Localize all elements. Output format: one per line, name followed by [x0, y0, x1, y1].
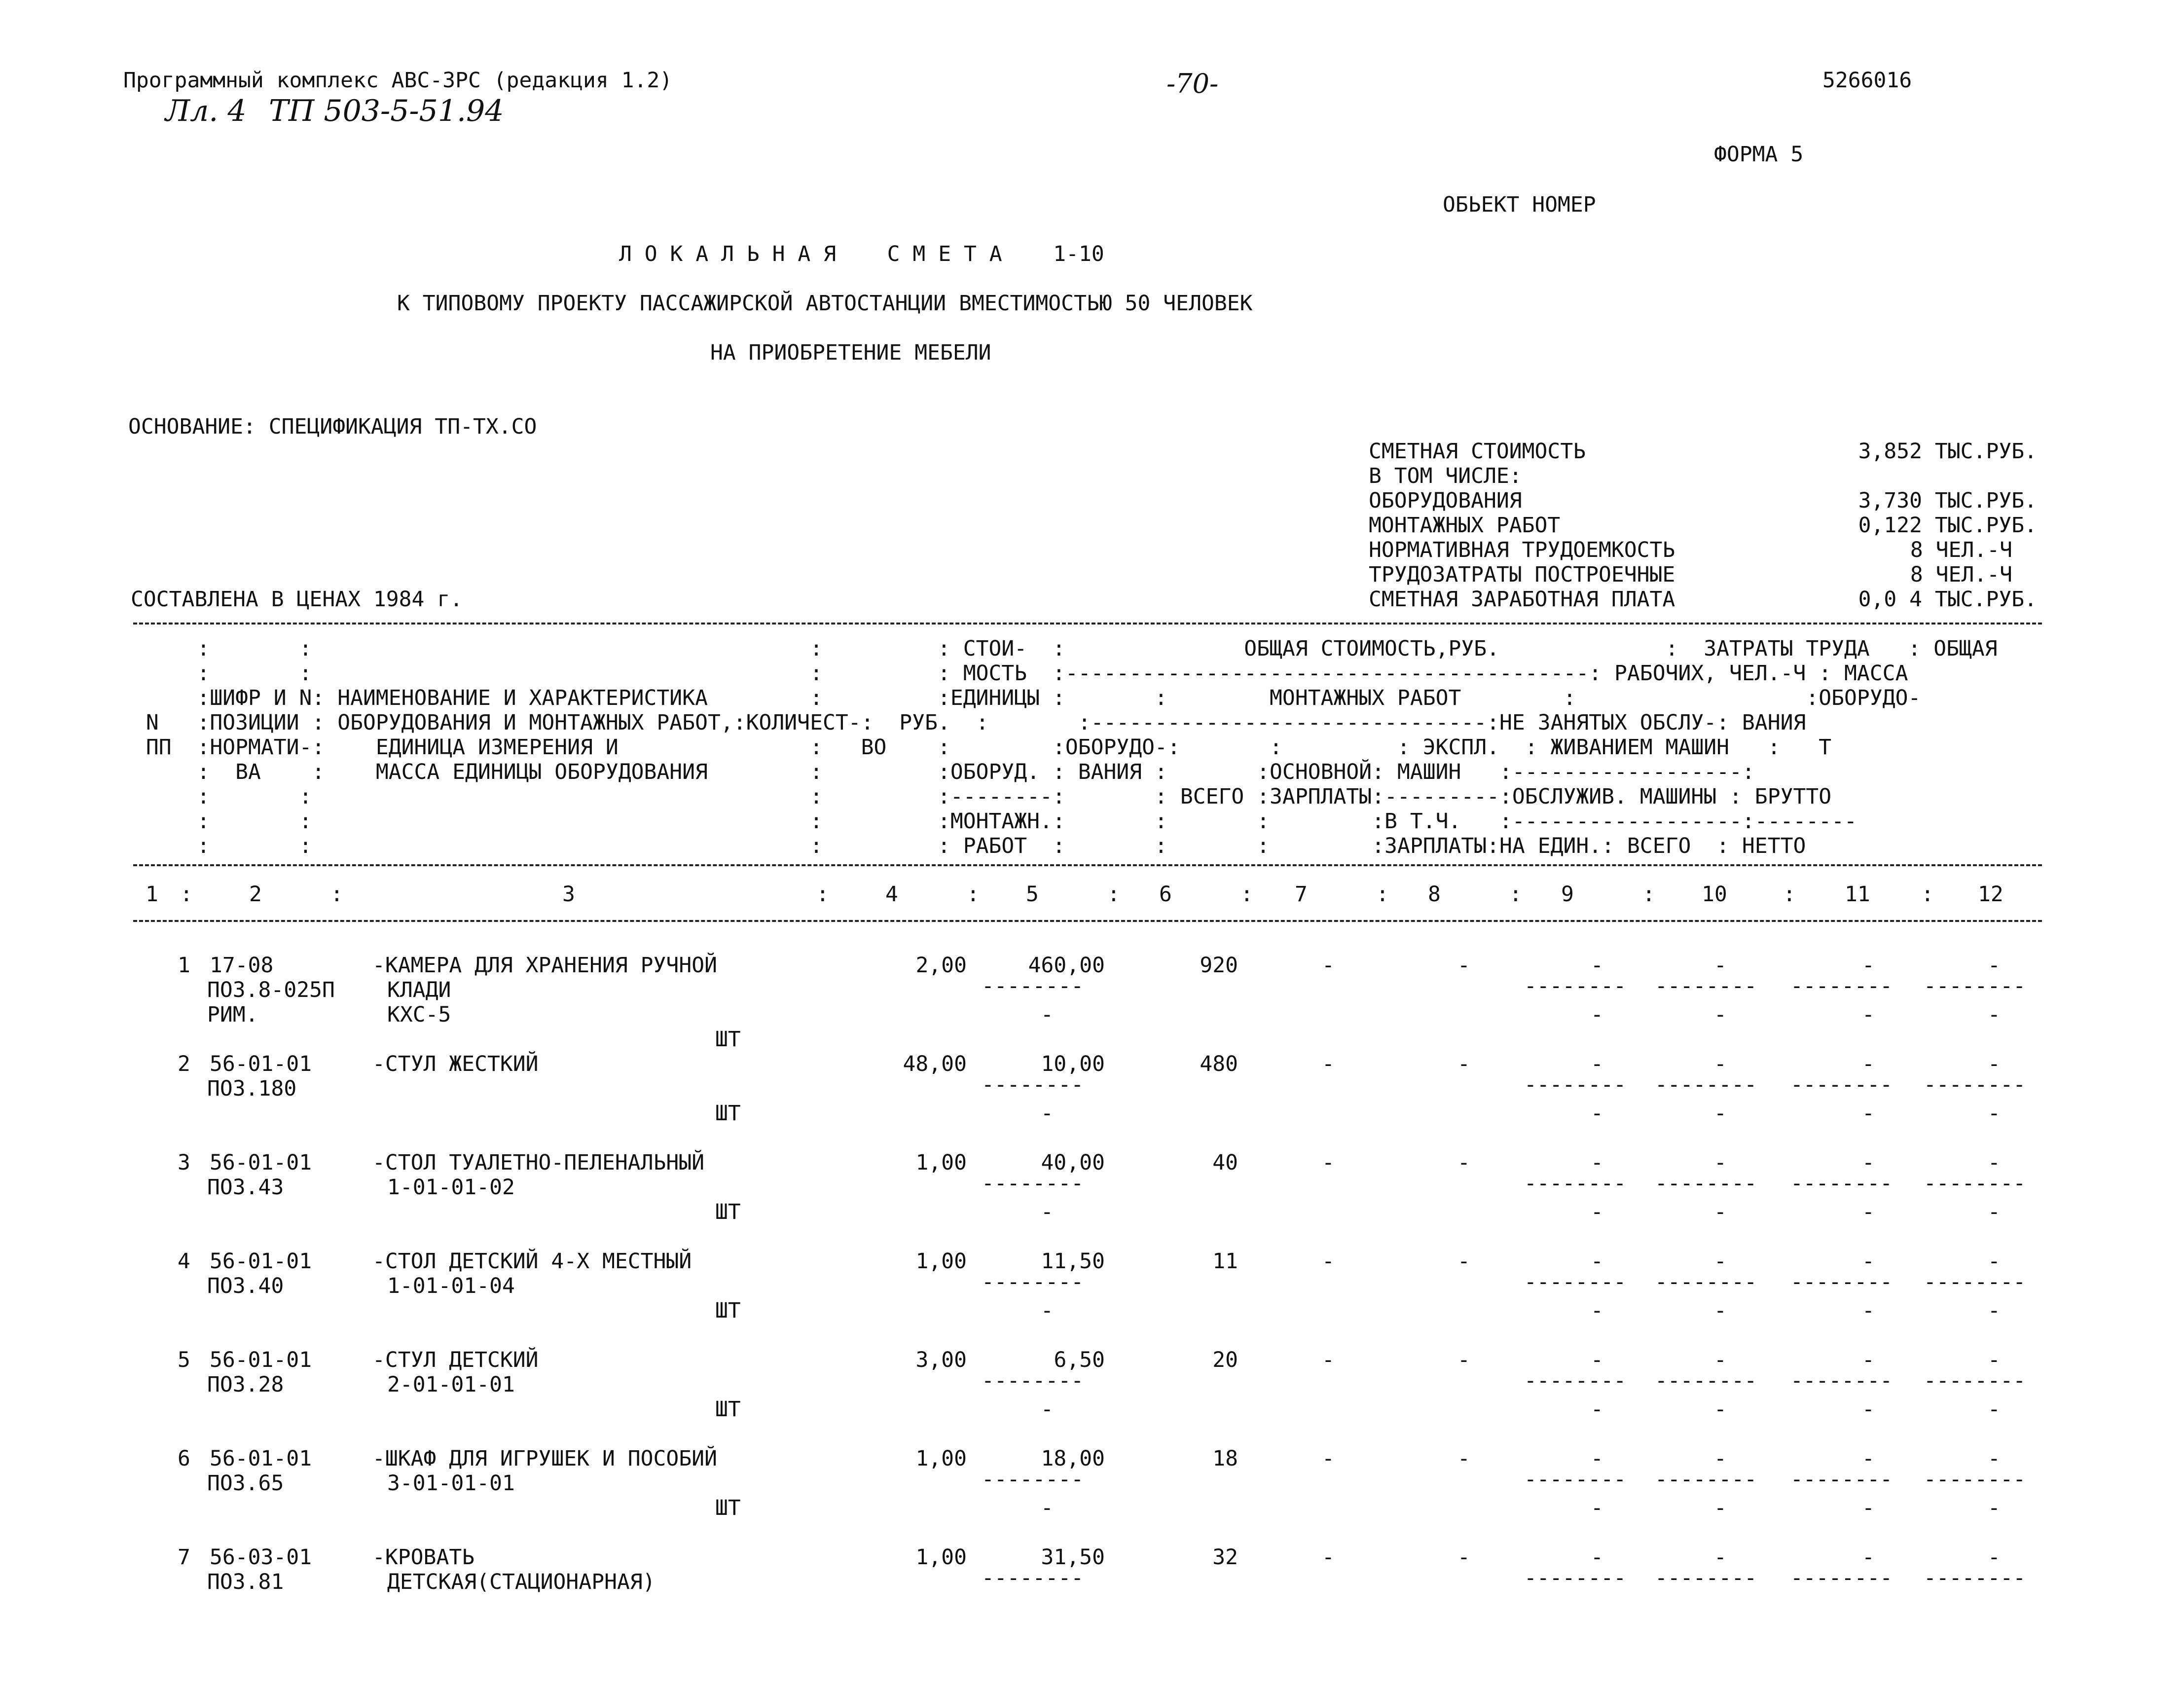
summary-label: НОРМАТИВНАЯ ТРУДОЕМКОСТЬ	[1369, 538, 1675, 562]
mass-gross: -	[1988, 1150, 2001, 1175]
machine-wages: -	[1591, 1496, 1603, 1520]
mass-net: -	[1988, 1002, 2001, 1027]
labor-total: -	[1862, 1397, 1875, 1422]
column-separator: :	[1376, 882, 1389, 907]
row-number: 5	[178, 1348, 190, 1372]
item-name: 1-01-01-02	[387, 1175, 515, 1200]
table-header-line: : : : :--------: : ВСЕГО :ЗАРПЛАТЫ:---------:ОБСЛУЖИВ. МАШИНЫ : БРУТТО	[197, 784, 1832, 809]
mass-gross: -	[1988, 1446, 2001, 1471]
divider: --------	[1655, 1566, 1757, 1590]
column-separator: :	[816, 882, 829, 907]
item-name: КЛАДИ	[387, 978, 451, 1002]
table-row	[0, 953, 2184, 1052]
summary-value: 3,730 ТЫС.РУБ.	[1858, 488, 2037, 513]
labor-total: -	[1862, 1200, 1875, 1224]
labor-total: -	[1862, 1298, 1875, 1323]
unit-price-installation: -	[1041, 1200, 1054, 1224]
column-separator: :	[1642, 882, 1655, 907]
labor-machine-service: -	[1862, 953, 1875, 978]
unit-price-installation: -	[1041, 1496, 1054, 1520]
divider: --------	[1655, 1270, 1757, 1294]
installation-total: -	[1322, 1348, 1335, 1372]
base-wages: -	[1457, 1150, 1470, 1175]
mass-net: -	[1988, 1298, 2001, 1323]
item-name: 2-01-01-01	[387, 1372, 515, 1397]
summary-label: ОБОРУДОВАНИЯ	[1369, 488, 1522, 513]
column-separator: :	[1509, 882, 1522, 907]
labor-machine-service: -	[1862, 1052, 1875, 1076]
table-row	[0, 1348, 2184, 1446]
row-number: 7	[178, 1545, 190, 1570]
divider: --------	[1655, 1171, 1757, 1196]
equipment-cost: 920	[1200, 953, 1238, 978]
divider: --------	[1790, 1566, 1893, 1590]
labor-machine-service: -	[1862, 1545, 1875, 1570]
summary-value: 8 ЧЕЛ.-Ч	[1910, 562, 2012, 587]
labor-total: -	[1862, 1002, 1875, 1027]
divider	[133, 623, 2042, 624]
item-name: ДЕТСКАЯ(СТАЦИОНАРНАЯ)	[387, 1570, 655, 1594]
row-number: 3	[178, 1150, 190, 1175]
column-separator: :	[1107, 882, 1120, 907]
position-code: 56-01-01	[210, 1348, 312, 1372]
summary-value: 0,0 4 ТЫС.РУБ.	[1858, 587, 2037, 612]
column-number: 10	[1702, 882, 1727, 907]
column-number-row	[133, 882, 2042, 907]
software-name: Программный комплекс АВС-3РС (редакция 1.2)	[123, 68, 673, 93]
summary-label: СМЕТНАЯ СТОИМОСТЬ	[1369, 439, 1586, 464]
column-number: 2	[249, 882, 262, 907]
handwritten-project-code: ТП 503-5-51.94	[269, 94, 504, 128]
column-separator: :	[1921, 882, 1934, 907]
item-name: 3-01-01-01	[387, 1471, 515, 1496]
position-code: ПОЗ.81	[207, 1570, 284, 1594]
labor-per-unit: -	[1714, 1101, 1727, 1126]
table-row	[0, 1446, 2184, 1545]
equipment-cost: 480	[1200, 1052, 1238, 1076]
position-code: ПОЗ.65	[207, 1471, 284, 1496]
divider: --------	[1524, 974, 1627, 998]
unit-price-equipment: 6,50	[1054, 1348, 1105, 1372]
column-number: 5	[1026, 882, 1039, 907]
divider: --------	[1924, 1171, 2026, 1196]
unit-price-equipment: 18,00	[1041, 1446, 1105, 1471]
divider: --------	[1790, 1368, 1893, 1393]
handwritten-sheet-number: Лл. 4	[165, 94, 247, 128]
position-code: 56-01-01	[210, 1446, 312, 1471]
base-wages: -	[1457, 1348, 1470, 1372]
divider: --------	[1524, 1368, 1627, 1393]
mass-net: -	[1988, 1496, 2001, 1520]
divider: --------	[1790, 1270, 1893, 1294]
installation-total: -	[1322, 1249, 1335, 1274]
estimate-purpose: НА ПРИОБРЕТЕНИЕ МЕБЕЛИ	[710, 340, 991, 365]
position-code: ПОЗ.180	[207, 1076, 297, 1101]
installation-total: -	[1322, 1150, 1335, 1175]
divider	[133, 864, 2042, 866]
labor-workers: -	[1714, 1249, 1727, 1274]
unit-price-equipment: 460,00	[1028, 953, 1105, 978]
divider: --------	[1924, 1368, 2026, 1393]
equipment-cost: 18	[1212, 1446, 1238, 1471]
summary-value: 3,852 ТЫС.РУБ.	[1858, 439, 2037, 464]
quantity: 1,00	[915, 1446, 967, 1471]
labor-per-unit: -	[1714, 1002, 1727, 1027]
divider: --------	[982, 1368, 1084, 1393]
position-code: 56-01-01	[210, 1249, 312, 1274]
labor-machine-service: -	[1862, 1348, 1875, 1372]
unit-price-installation: -	[1041, 1397, 1054, 1422]
column-separator: :	[180, 882, 193, 907]
summary-value: 0,122 ТЫС.РУБ.	[1858, 513, 2037, 538]
quantity: 1,00	[915, 1545, 967, 1570]
divider: --------	[1790, 1072, 1893, 1097]
item-name: -СТУЛ ДЕТСКИЙ	[372, 1348, 539, 1372]
machine-wages: -	[1591, 1002, 1603, 1027]
divider: --------	[982, 1072, 1084, 1097]
labor-per-unit: -	[1714, 1496, 1727, 1520]
divider: --------	[1524, 1072, 1627, 1097]
base-wages: -	[1457, 1052, 1470, 1076]
column-number: 11	[1845, 882, 1870, 907]
labor-workers: -	[1714, 1150, 1727, 1175]
position-code: ПОЗ.8-025П	[207, 978, 335, 1002]
equipment-cost: 20	[1212, 1348, 1238, 1372]
divider: --------	[982, 974, 1084, 998]
labor-workers: -	[1714, 1545, 1727, 1570]
item-name: 1-01-01-04	[387, 1274, 515, 1298]
position-code: ПОЗ.40	[207, 1274, 284, 1298]
table-row	[0, 1249, 2184, 1348]
divider: --------	[1524, 1467, 1627, 1492]
table-header	[133, 636, 1998, 858]
unit-of-measure: ШТ	[715, 1101, 741, 1126]
table-row	[0, 1150, 2184, 1249]
item-name: КХС-5	[387, 1002, 451, 1027]
position-code: 56-01-01	[210, 1150, 312, 1175]
item-name: -КАМЕРА ДЛЯ ХРАНЕНИЯ РУЧНОЙ	[372, 953, 717, 978]
base-wages: -	[1457, 1446, 1470, 1471]
divider: --------	[1524, 1270, 1627, 1294]
table-header-line: : : : : МОСТЬ :-----------------------------------------: РАБОЧИХ, ЧЕЛ.-Ч : МАССА	[197, 661, 1908, 686]
form-label: ФОРМА 5	[1714, 142, 1804, 167]
labor-per-unit: -	[1714, 1200, 1727, 1224]
row-number: 6	[178, 1446, 190, 1471]
column-number: 6	[1159, 882, 1172, 907]
mass-gross: -	[1988, 1249, 2001, 1274]
unit-price-installation: -	[1041, 1101, 1054, 1126]
divider: --------	[982, 1467, 1084, 1492]
divider: --------	[1655, 1467, 1757, 1492]
summary-label: В ТОМ ЧИСЛЕ:	[1369, 464, 1522, 488]
unit-price-installation: -	[1041, 1002, 1054, 1027]
divider: --------	[1655, 974, 1757, 998]
divider: --------	[982, 1566, 1084, 1590]
installation-total: -	[1322, 1446, 1335, 1471]
column-number: 8	[1428, 882, 1441, 907]
position-code: 56-03-01	[210, 1545, 312, 1570]
divider: --------	[1790, 974, 1893, 998]
mass-net: -	[1988, 1101, 2001, 1126]
machine-operation: -	[1591, 1348, 1603, 1372]
row-number: 1	[178, 953, 190, 978]
installation-total: -	[1322, 1052, 1335, 1076]
table-header-line: N :ПОЗИЦИИ : ОБОРУДОВАНИЯ И МОНТАЖНЫХ РАБОТ,:КОЛИЧЕСТ-: РУБ. : :-------------------------------:НЕ ЗАНЯТЫХ ОБСЛУ-: ВАНИЯ	[146, 710, 1806, 735]
estimate-subtitle: К ТИПОВОМУ ПРОЕКТУ ПАССАЖИРСКОЙ АВТОСТАНЦИИ ВМЕСТИМОСТЬЮ 50 ЧЕЛОВЕК	[397, 291, 1253, 316]
column-separator: :	[1783, 882, 1796, 907]
base-wages: -	[1457, 1545, 1470, 1570]
labor-workers: -	[1714, 1348, 1727, 1372]
installation-total: -	[1322, 953, 1335, 978]
base-wages: -	[1457, 1249, 1470, 1274]
basis-line: ОСНОВАНИЕ: СПЕЦИФИКАЦИЯ ТП-ТХ.СО	[128, 414, 537, 439]
unit-of-measure: ШТ	[715, 1298, 741, 1323]
summary-label: СМЕТНАЯ ЗАРАБОТНАЯ ПЛАТА	[1369, 587, 1675, 612]
divider: --------	[982, 1270, 1084, 1294]
summary-label: МОНТАЖНЫХ РАБОТ	[1369, 513, 1561, 538]
machine-wages: -	[1591, 1200, 1603, 1224]
equipment-cost: 11	[1212, 1249, 1238, 1274]
table-header-line: : ВА : МАССА ЕДИНИЦЫ ОБОРУДОВАНИЯ : :ОБОРУД. : ВАНИЯ : :ОСНОВНОЙ: МАШИН :------------------:	[197, 760, 1755, 784]
machine-operation: -	[1591, 953, 1603, 978]
position-code: ПОЗ.28	[207, 1372, 284, 1397]
row-number: 4	[178, 1249, 190, 1274]
column-number: 9	[1561, 882, 1574, 907]
column-separator: :	[967, 882, 980, 907]
row-number: 2	[178, 1052, 190, 1076]
divider: --------	[1524, 1566, 1627, 1590]
table-row	[0, 1052, 2184, 1150]
divider: --------	[1924, 1072, 2026, 1097]
position-code: 56-01-01	[210, 1052, 312, 1076]
estimate-title: Л О К А Л Ь Н А Я С М Е Т А 1-10	[619, 242, 1104, 266]
column-number: 1	[146, 882, 158, 907]
divider: --------	[1924, 974, 2026, 998]
unit-of-measure: ШТ	[715, 1200, 741, 1224]
labor-per-unit: -	[1714, 1397, 1727, 1422]
mass-gross: -	[1988, 1348, 2001, 1372]
quantity: 48,00	[903, 1052, 967, 1076]
mass-gross: -	[1988, 953, 2001, 978]
table-header-line: :ШИФР И N: НАИМЕНОВАНИЕ И ХАРАКТЕРИСТИКА : :ЕДИНИЦЫ : : МОНТАЖНЫХ РАБОТ : :ОБОРУДО-	[197, 686, 1921, 710]
base-wages: -	[1457, 953, 1470, 978]
labor-total: -	[1862, 1101, 1875, 1126]
divider: --------	[982, 1171, 1084, 1196]
machine-operation: -	[1591, 1249, 1603, 1274]
unit-price-equipment: 40,00	[1041, 1150, 1105, 1175]
table-header-line: ПП :НОРМАТИ-: ЕДИНИЦА ИЗМЕРЕНИЯ И : ВО : :ОБОРУДО-: : : ЭКСПЛ. : ЖИВАНИЕМ МАШИН : Т	[146, 735, 1832, 760]
quantity: 3,00	[915, 1348, 967, 1372]
price-level-line: СОСТАВЛЕНА В ЦЕНАХ 1984 г.	[131, 587, 463, 612]
quantity: 1,00	[915, 1249, 967, 1274]
mass-gross: -	[1988, 1052, 2001, 1076]
labor-machine-service: -	[1862, 1150, 1875, 1175]
divider: --------	[1790, 1171, 1893, 1196]
mass-net: -	[1988, 1397, 2001, 1422]
column-separator: :	[330, 882, 343, 907]
divider: --------	[1524, 1171, 1627, 1196]
labor-total: -	[1862, 1496, 1875, 1520]
divider: --------	[1924, 1467, 2026, 1492]
position-code: ПОЗ.43	[207, 1175, 284, 1200]
divider: --------	[1924, 1270, 2026, 1294]
table-header-line: : : : :МОНТАЖН.: : : :В Т.Ч. :------------------:--------	[197, 809, 1857, 834]
divider: --------	[1790, 1467, 1893, 1492]
installation-total: -	[1322, 1545, 1335, 1570]
summary-label: ТРУДОЗАТРАТЫ ПОСТРОЕЧНЫЕ	[1369, 562, 1675, 587]
labor-workers: -	[1714, 1052, 1727, 1076]
table-header-line: : : : : РАБОТ : : : :ЗАРПЛАТЫ:НА ЕДИН.: ВСЕГО : НЕТТО	[197, 834, 1806, 858]
labor-workers: -	[1714, 953, 1727, 978]
unit-of-measure: ШТ	[715, 1397, 741, 1422]
object-number-label: ОБЬЕКТ НОМЕР	[1443, 192, 1596, 217]
machine-operation: -	[1591, 1446, 1603, 1471]
divider: --------	[1655, 1072, 1757, 1097]
machine-wages: -	[1591, 1101, 1603, 1126]
quantity: 1,00	[915, 1150, 967, 1175]
quantity: 2,00	[915, 953, 967, 978]
machine-operation: -	[1591, 1150, 1603, 1175]
mass-gross: -	[1988, 1545, 2001, 1570]
summary-value: 8 ЧЕЛ.-Ч	[1910, 538, 2012, 562]
document-code: 5266016	[1822, 68, 1912, 93]
item-name: -СТОЛ ДЕТСКИЙ 4-Х МЕСТНЫЙ	[372, 1249, 692, 1274]
table-row	[0, 1545, 2184, 1644]
unit-price-equipment: 11,50	[1041, 1249, 1105, 1274]
item-name: -КРОВАТЬ	[372, 1545, 475, 1570]
machine-wages: -	[1591, 1397, 1603, 1422]
column-number: 7	[1295, 882, 1308, 907]
unit-price-installation: -	[1041, 1298, 1054, 1323]
column-separator: :	[1240, 882, 1253, 907]
divider: --------	[1924, 1566, 2026, 1590]
machine-wages: -	[1591, 1298, 1603, 1323]
machine-operation: -	[1591, 1052, 1603, 1076]
unit-price-equipment: 31,50	[1041, 1545, 1105, 1570]
labor-machine-service: -	[1862, 1446, 1875, 1471]
divider: --------	[1655, 1368, 1757, 1393]
unit-price-equipment: 10,00	[1041, 1052, 1105, 1076]
labor-workers: -	[1714, 1446, 1727, 1471]
column-number: 4	[885, 882, 898, 907]
labor-per-unit: -	[1714, 1298, 1727, 1323]
equipment-cost: 40	[1212, 1150, 1238, 1175]
table-header-line: : : : : СТОИ- : ОБЩАЯ СТОИМОСТЬ,РУБ. : ЗАТРАТЫ ТРУДА : ОБЩАЯ	[197, 636, 1998, 661]
column-number: 3	[562, 882, 575, 907]
position-code: РИМ.	[207, 1002, 258, 1027]
unit-of-measure: ШТ	[715, 1027, 741, 1052]
equipment-cost: 32	[1212, 1545, 1238, 1570]
mass-net: -	[1988, 1200, 2001, 1224]
item-name: -СТУЛ ЖЕСТКИЙ	[372, 1052, 539, 1076]
position-code: 17-08	[210, 953, 274, 978]
page-number: -70-	[1166, 68, 1219, 99]
unit-of-measure: ШТ	[715, 1496, 741, 1520]
item-name: -СТОЛ ТУАЛЕТНО-ПЕЛЕНАЛЬНЫЙ	[372, 1150, 705, 1175]
item-name: -ШКАФ ДЛЯ ИГРУШЕК И ПОСОБИЙ	[372, 1446, 717, 1471]
machine-operation: -	[1591, 1545, 1603, 1570]
divider	[133, 920, 2042, 922]
labor-machine-service: -	[1862, 1249, 1875, 1274]
column-number: 12	[1978, 882, 2003, 907]
